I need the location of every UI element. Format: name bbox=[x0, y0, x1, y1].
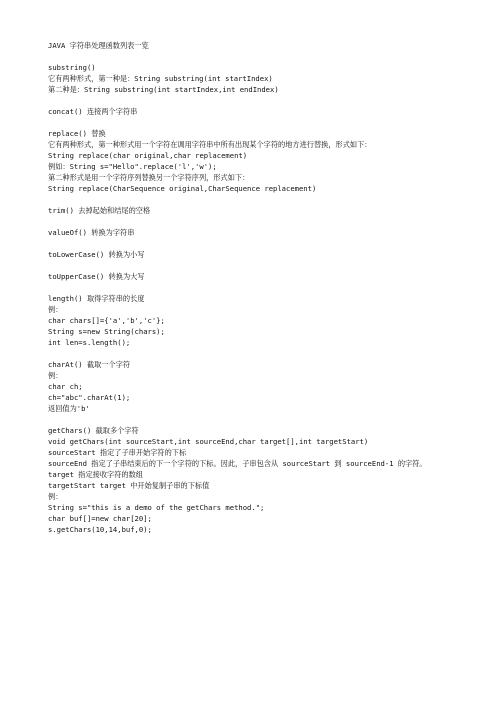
text-line: sourceEnd 指定了子串结束后的下一个字符的下标。因此，子串包含从 sourceStart 到 sourceEnd-1 的字符。 bbox=[48, 459, 427, 468]
text-line: 例： bbox=[48, 305, 63, 314]
section-valueof bbox=[48, 227, 460, 238]
section-length bbox=[48, 293, 460, 348]
code-line: String s=new String(chars); bbox=[48, 327, 165, 336]
section-touppercase bbox=[48, 271, 460, 282]
text-line: 它有两种形式，第一种是：String substring(int startIndex) bbox=[48, 74, 273, 83]
code-line: int len=s.length(); bbox=[48, 338, 131, 347]
code-line: String replace(CharSequence original,CharSequence replacement) bbox=[48, 184, 317, 193]
section-concat bbox=[48, 106, 460, 117]
section-heading: toLowerCase() 转换为小写 bbox=[48, 250, 145, 259]
section-heading: toUpperCase() 转换为大写 bbox=[48, 272, 145, 281]
section-heading: replace() 替换 bbox=[48, 129, 106, 138]
text-line: 返回值为'b' bbox=[48, 404, 90, 413]
text-line: target 指定接收字符的数组 bbox=[48, 470, 143, 479]
document-body bbox=[48, 40, 460, 546]
document-title: JAVA 字符串处理函数列表一览 bbox=[48, 41, 149, 50]
section-substring bbox=[48, 62, 460, 95]
section-tolowercase bbox=[48, 249, 460, 260]
text-line: 例： bbox=[48, 371, 63, 380]
text-line: sourceStart 指定了子串开始字符的下标 bbox=[48, 448, 187, 457]
code-line: char buf[]=new char[20]; bbox=[48, 514, 152, 523]
code-line: s.getChars(10,14,buf,0); bbox=[48, 525, 152, 534]
text-line: targetStart target 中开始复制子串的下标值 bbox=[48, 481, 210, 490]
section-trim bbox=[48, 205, 460, 216]
code-line: char chars[]={'a','b','c'}; bbox=[48, 316, 165, 325]
code-line: void getChars(int sourceStart,int sourceEnd,char target[],int targetStart) bbox=[48, 437, 369, 446]
section-heading: charAt() 截取一个字符 bbox=[48, 360, 131, 369]
code-line: String s="this is a demo of the getChars method."; bbox=[48, 503, 265, 512]
code-line: 例如：String s="Hello".replace('l','w'); bbox=[48, 162, 217, 171]
section-heading: concat() 连接两个字符串 bbox=[48, 107, 138, 116]
text-line: 第二种是：String substring(int startIndex,int endIndex) bbox=[48, 85, 279, 94]
section-getchars bbox=[48, 425, 460, 535]
section-heading: length() 取得字符串的长度 bbox=[48, 294, 145, 303]
section-heading: trim() 去掉起始和结尾的空格 bbox=[48, 206, 151, 215]
section-heading: getChars() 截取多个字符 bbox=[48, 426, 139, 435]
section-replace bbox=[48, 128, 460, 194]
code-line: String replace(char original,char replacement) bbox=[48, 151, 248, 160]
section-heading: valueOf() 转换为字符串 bbox=[48, 228, 135, 237]
section-heading: substring() bbox=[48, 63, 96, 72]
text-line: 例： bbox=[48, 492, 63, 501]
code-line: ch="abc".charAt(1); bbox=[48, 393, 131, 402]
code-line: char ch; bbox=[48, 382, 83, 391]
section-charat bbox=[48, 359, 460, 414]
text-line: 它有两种形式，第一种形式用一个字符在调用字符串中所有出现某个字符的地方进行替换，形式如下： bbox=[48, 140, 372, 149]
text-line: 第二种形式是用一个字符序列替换另一个字符序列，形式如下： bbox=[48, 173, 250, 182]
